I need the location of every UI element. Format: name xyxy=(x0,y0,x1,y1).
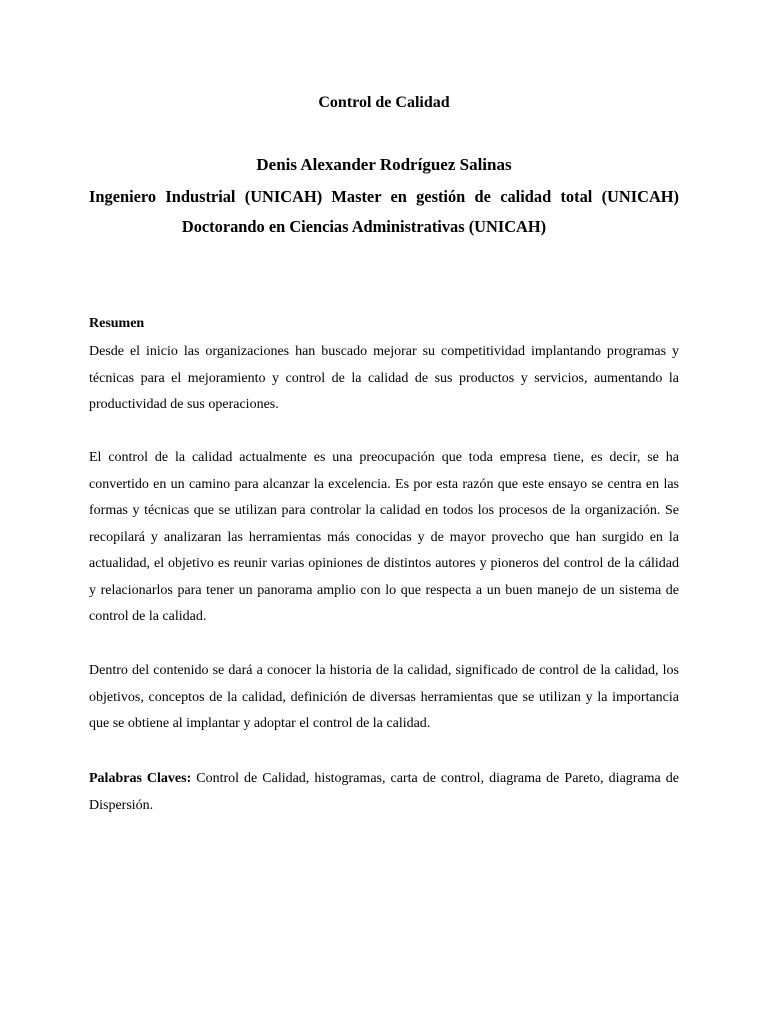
keywords-paragraph xyxy=(89,766,679,819)
abstract-paragraph-1: Desde el inicio las organizaciones han buscado mejorar su competitividad implantando programas y técnicas para el mejoramiento y control de la calidad de sus productos y servicios, aumentando la productividad de sus operaciones. xyxy=(89,344,679,412)
document-title: Control de Calidad xyxy=(318,94,450,111)
keywords-text: Control de Calidad, histogramas, carta de control, diagrama de Pareto, diagrama de Dispersión. xyxy=(89,771,679,813)
abstract-paragraph-3: Dentro del contenido se dará a conocer la historia de la calidad, significado de control de la calidad, los objetivos, conceptos de la calidad, definición de diversas herramientas que se utilizan y la importancia que se obtiene al implantar y adoptar el control de la calidad. xyxy=(89,663,679,731)
author-affiliation-line-2: Doctorando en Ciencias Administrativas (UNICAH) xyxy=(181,217,547,236)
keywords-label: Palabras Claves: xyxy=(89,771,192,786)
abstract-heading: Resumen xyxy=(89,316,145,331)
abstract-paragraph-2: El control de la calidad actualmente es una preocupación que toda empresa tiene, es decir, se ha convertido en un camino para alcanzar la excelencia. Es por esta razón que este ensayo se centra en las formas y técnicas que se utilizan para controlar la calidad en todos los procesos de la organización. Se recopilará y analizaran las herramientas más conocidas y de mayor provecho que han surgido en la actualidad, el objetivo es reunir varias opiniones de distintos autores y pioneros del control de la cálidad y relacionarlos para tener un panorama amplio con lo que respecta a un buen manejo de un sistema de control de la calidad. xyxy=(89,450,679,624)
author-affiliation-line-1: Ingeniero Industrial (UNICAH) Master en gestión de calidad total (UNICAH) xyxy=(89,187,679,206)
author-name: Denis Alexander Rodríguez Salinas xyxy=(256,155,512,174)
